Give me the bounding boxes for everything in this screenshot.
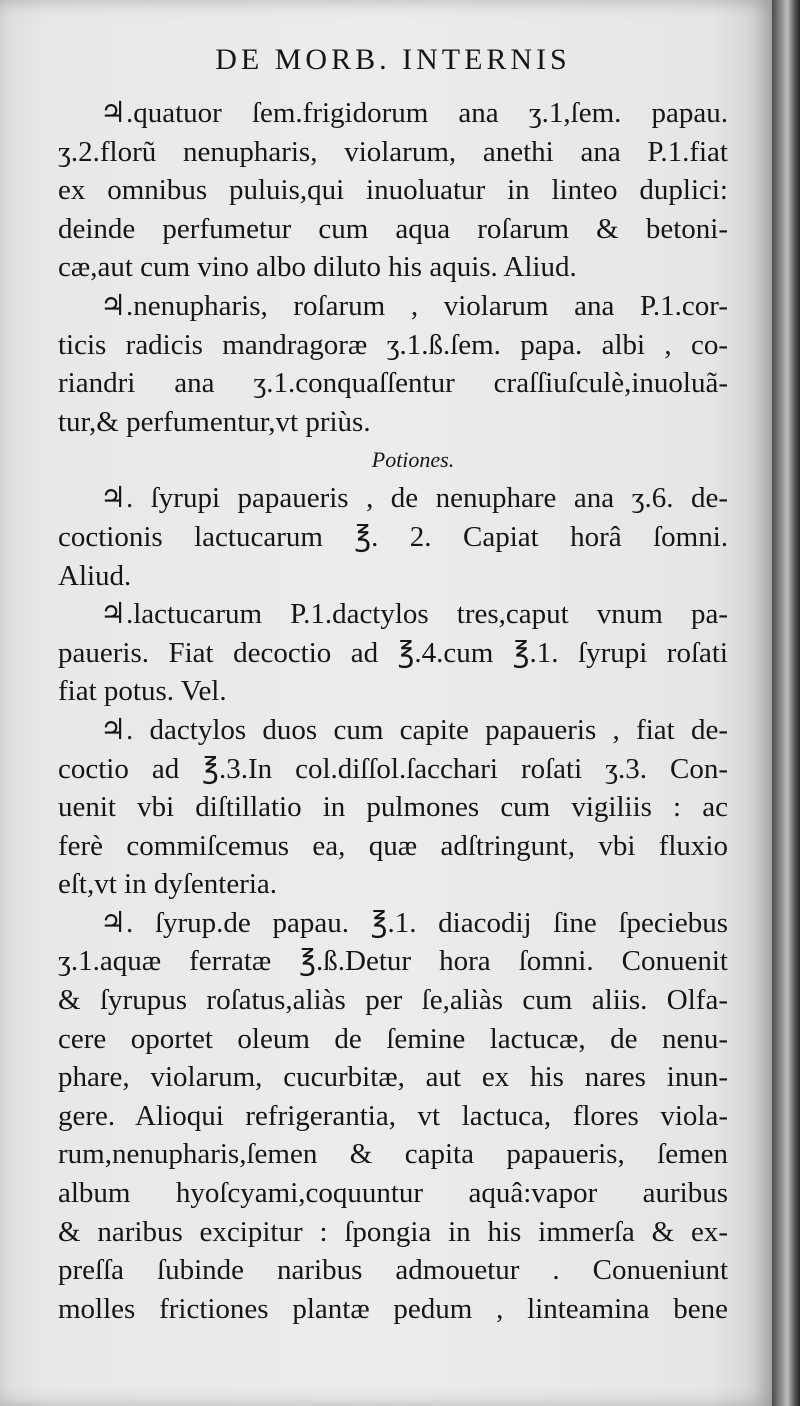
text-line: ʒ.1.aquæ ferratæ ℥.ß.Detur hora ſomni. Conuenit [58, 945, 728, 978]
text-line: cæ,aut cum vino albo diluto his aquis. Aliud. [58, 251, 577, 284]
text-line: coctio ad ℥.3.In col.diſſol.ſacchari roſati ʒ.3. Con- [58, 752, 728, 785]
text-line: paueris. Fiat decoctio ad ℥.4.cum ℥.1. ſyrupi roſati [58, 636, 728, 669]
text-line: & naribus excipitur : ſpongia in his immerſa & ex- [58, 1215, 728, 1248]
text-line: ♃. dactylos duos cum capite papaueris , fiat de- [100, 713, 728, 746]
text-line: phare, violarum, cucurbitæ, aut ex his nares inun- [58, 1061, 728, 1094]
text-line: album hyoſcyami,coquuntur aquâ:vapor auribus [58, 1177, 728, 1210]
text-line: ferè commiſcemus ea, quæ adſtringunt, vbi fluxio [58, 829, 728, 862]
running-head: DE MORB. INTERNIS [215, 43, 571, 76]
text-line: Aliud. [58, 559, 132, 592]
text-line: ex omnibus puluis,qui inuoluatur in linteo duplici: [58, 174, 728, 207]
text-line: deinde perfumetur cum aqua roſarum & betoni- [58, 212, 728, 245]
text-line: cere oportet oleum de ſemine lactucæ, de nenu- [58, 1022, 728, 1055]
text-line: riandri ana ʒ.1.conquaſſentur craſſiuſculè,inuoluã- [58, 367, 728, 400]
text-line: ♃.nenupharis, roſarum , violarum ana P.1.cor- [100, 289, 728, 322]
text-line: ticis radicis mandragoræ ʒ.1.ß.ſem. papa. albi , co- [58, 328, 728, 361]
text-line: & ſyrupus roſatus,aliàs per ſe,aliàs cum aliis. Olfa- [58, 984, 728, 1017]
text-line: ♃.quatuor ſem.frigidorum ana ʒ.1,ſem. papau. [100, 97, 728, 129]
text-line: ♃. ſyrup.de papau. ℥.1. diacodij ſine ſpeciebus [100, 906, 728, 939]
text-line: ♃.lactucarum P.1.dactylos tres,caput vnum pa- [100, 598, 728, 631]
text-line: coctionis lactucarum ℥. 2. Capiat horâ ſomni. [58, 520, 728, 553]
text-line: fiat potus. Vel. [58, 675, 227, 708]
book-binding-edge [772, 0, 800, 1406]
text-line: uenit vbi diſtillatio in pulmones cum vigiliis : ac [58, 791, 728, 824]
text-line: gere. Alioqui refrigerantia, vt lactuca, flores viola- [58, 1099, 728, 1132]
text-line: molles frictiones plantæ pedum , linteamina bene [58, 1292, 728, 1325]
section-subheading: Potiones. [371, 447, 455, 473]
text-line: eſt,vt in dyſenteria. [58, 868, 278, 901]
text-line: ʒ.2.florũ nenupharis, violarum, anethi ana P.1.fiat [58, 135, 728, 168]
text-line: tur,& perfumentur,vt priùs. [58, 405, 371, 438]
text-line: ♃. ſyrupi papaueris , de nenuphare ana ʒ.6. de- [100, 482, 728, 515]
page-text [58, 40, 728, 1328]
text-line: preſſa ſubinde naribus admouetur . Conueniunt [58, 1254, 728, 1287]
text-line: rum,nenupharis,ſemen & capita papaueris, ſemen [58, 1138, 728, 1171]
